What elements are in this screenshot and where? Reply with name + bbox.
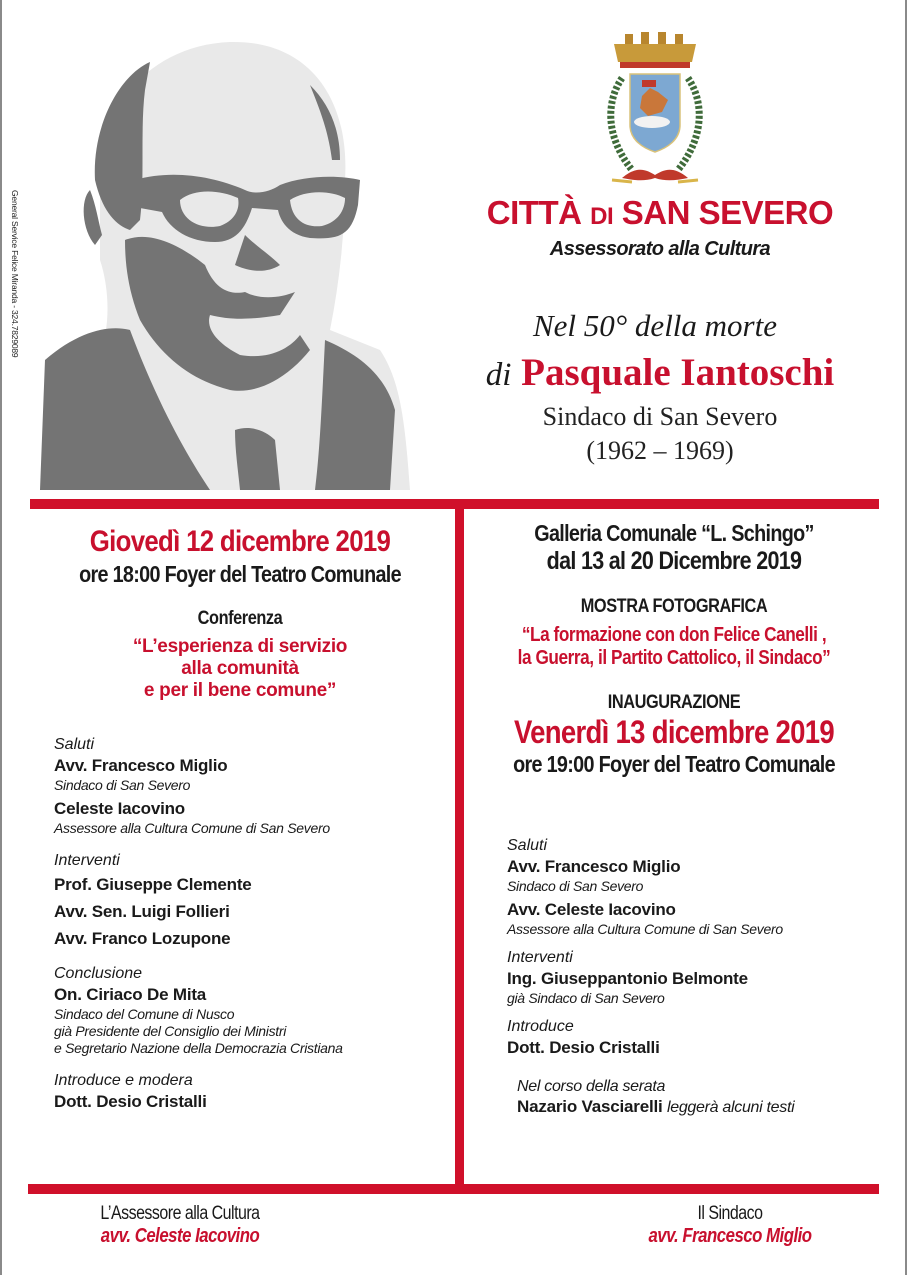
printer-credit: General Service Felice Miranda - 324.7829089 — [10, 190, 20, 358]
name-prefix: di — [485, 357, 512, 393]
program-person: Avv. Celeste Iacovino — [507, 900, 676, 919]
program-person: Celeste Iacovino — [54, 799, 185, 818]
evening-reader-action: leggerà alcuni testi — [666, 1099, 795, 1116]
inauguration-program — [507, 836, 877, 1118]
evening-note — [507, 1077, 877, 1118]
program-person-desc: già Sindaco di San Severo — [507, 990, 665, 1006]
signature-right-title: Il Sindaco — [697, 1203, 763, 1224]
department-subtitle: Assessorato alla Cultura — [549, 238, 771, 260]
exhibition-type: MOSTRA FOTOGRAFICA — [580, 596, 768, 617]
program-group-label: Saluti — [507, 837, 548, 854]
program-group-label: Interventi — [507, 949, 573, 966]
signature-left-title: L’Assessore alla Cultura — [100, 1203, 260, 1224]
conference-date: Giovedì 12 dicembre 2019 — [89, 525, 391, 558]
conference-time-place: ore 18:00 Foyer del Teatro Comunale — [79, 561, 401, 587]
program-person-desc: e Segretario Nazione della Democrazia Cristiana — [54, 1040, 343, 1056]
conference-title-line: alla comunità — [181, 658, 299, 679]
inauguration-date: Venerdì 13 dicembre 2019 — [513, 714, 835, 750]
program-group-saluti — [54, 735, 450, 837]
city-title — [440, 194, 880, 232]
program-group-introduce — [507, 1017, 877, 1059]
inauguration-label: INAUGURAZIONE — [607, 692, 741, 713]
program-group-introduce — [54, 1071, 450, 1113]
exhibition-venue: Galleria Comunale “L. Schingo” — [534, 520, 814, 546]
program-group-label: Interventi — [54, 852, 120, 869]
program-person-desc: Sindaco del Comune di Nusco — [54, 1006, 235, 1022]
exhibition-title-line: la Guerra, il Partito Cattolico, il Sindaco” — [517, 647, 831, 669]
program-group-interventi — [507, 948, 877, 1007]
conference-title-line: “L’esperienza di servizio — [132, 636, 348, 657]
program-group-conclusione — [54, 964, 450, 1057]
program-person-desc: Sindaco di San Severo — [54, 777, 191, 793]
program-person: Ing. Giuseppantonio Belmonte — [507, 969, 748, 988]
program-person: On. Ciriaco De Mita — [54, 985, 207, 1004]
honoree-name-line — [440, 350, 880, 395]
signature-right — [610, 1203, 850, 1248]
program-group-label: Conclusione — [54, 965, 143, 982]
anniversary-heading: Nel 50° della morte — [532, 308, 777, 343]
conference-title-line: e per il bene comune” — [143, 680, 337, 701]
program-group-label: Introduce — [507, 1018, 574, 1035]
program-group-saluti — [507, 836, 877, 938]
divider-bottom — [28, 1184, 879, 1194]
divider-vertical — [455, 499, 464, 1194]
program-group-label: Introduce e modera — [54, 1072, 193, 1089]
page-edge-left — [0, 0, 2, 1275]
evening-note-intro: Nel corso della serata — [517, 1078, 666, 1095]
signature-left — [60, 1203, 300, 1248]
exhibition-dates: dal 13 al 20 Dicembre 2019 — [546, 547, 802, 575]
program-person-desc: Assessore alla Cultura Comune di San Severo — [54, 820, 330, 836]
city-coat-of-arms — [592, 30, 718, 190]
program-person: Avv. Francesco Miglio — [54, 756, 228, 775]
city-title-part2: DI — [590, 203, 614, 230]
program-person: Avv. Franco Lozupone — [54, 929, 231, 948]
program-group-label: Saluti — [54, 736, 95, 753]
conference-title — [30, 636, 450, 702]
exhibition-section — [468, 520, 880, 778]
program-person-desc: Assessore alla Cultura Comune di San Severo — [507, 921, 783, 937]
honoree-years: (1962 – 1969) — [586, 436, 734, 465]
conference-program — [54, 735, 450, 1123]
program-person-desc: Sindaco di San Severo — [507, 878, 644, 894]
signature-left-name: avv. Celeste Iacovino — [100, 1225, 260, 1247]
signature-right-name: avv. Francesco Miglio — [648, 1225, 812, 1247]
evening-reader-name: Nazario Vasciarelli — [517, 1097, 663, 1116]
portrait-image — [40, 30, 440, 500]
crown-icon — [614, 32, 696, 68]
program-person: Dott. Desio Cristalli — [507, 1038, 660, 1057]
exhibition-title — [468, 624, 880, 670]
program-person-desc: già Presidente del Consiglio dei Ministri — [54, 1023, 287, 1039]
program-person: Dott. Desio Cristalli — [54, 1092, 207, 1111]
conference-type: Conferenza — [197, 608, 283, 629]
inauguration-time-place: ore 19:00 Foyer del Teatro Comunale — [513, 751, 835, 777]
program-person: Prof. Giuseppe Clemente — [54, 875, 252, 894]
conference-section — [30, 525, 450, 702]
city-title-part3: SAN SEVERO — [621, 194, 834, 231]
exhibition-title-line: “La formazione con don Felice Canelli , — [521, 624, 827, 646]
honoree-role: Sindaco di San Severo — [542, 402, 778, 431]
program-person: Avv. Sen. Luigi Follieri — [54, 902, 230, 921]
honoree-name: Pasquale Iantoschi — [521, 351, 835, 394]
program-group-interventi — [54, 851, 450, 952]
city-title-part1: CITTÀ — [486, 194, 582, 231]
program-person: Avv. Francesco Miglio — [507, 857, 681, 876]
